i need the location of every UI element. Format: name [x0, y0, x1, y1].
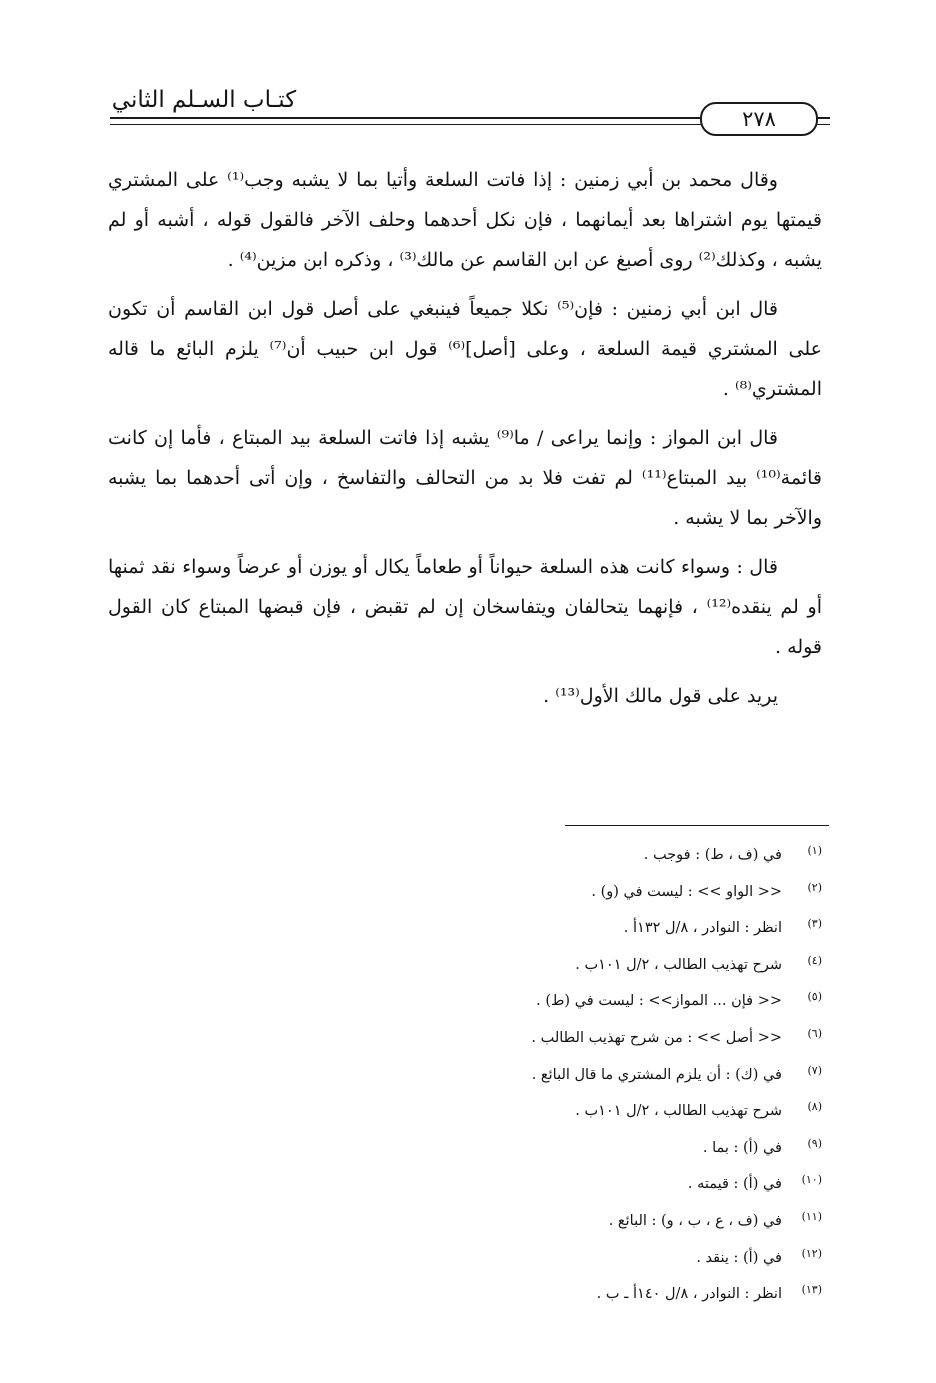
footnote-text: شرح تهذيب الطالب ، ٢/ل ١٠١ب . — [575, 956, 782, 973]
footnote-text: انظر : النوادر ، ٨/ل ١٤٠أ ـ ب . — [596, 1286, 782, 1303]
footnote — [382, 1128, 822, 1165]
footnote — [382, 1201, 822, 1238]
footnote-number: (٧) — [807, 1063, 822, 1077]
footnote-text: انظر : النوادر ، ٨/ل ١٣٢أ . — [623, 920, 782, 937]
paragraph: يريد على قول مالك الأول⁽¹³⁾ . — [543, 685, 778, 707]
footnote — [382, 981, 822, 1018]
page-number: ٢٧٨ — [700, 102, 818, 136]
footnote-text: في (أ) : بما . — [702, 1139, 782, 1156]
footnote-text: في (ف ، ع ، ب ، و) : البائع . — [608, 1212, 782, 1229]
footnote-number: (١٠) — [801, 1173, 822, 1187]
footnote-text: << الواو >> : ليست في (و) . — [591, 883, 782, 900]
footnote — [382, 872, 822, 909]
footnote-text: شرح تهذيب الطالب ، ٢/ل ١٠١ب . — [575, 1103, 782, 1120]
footnote-separator — [565, 825, 829, 826]
footnote — [382, 835, 822, 872]
footnote-number: (١) — [807, 844, 822, 857]
footnote — [382, 1091, 822, 1128]
paragraph: وقال محمد بن أبي زمنين : إذا فاتت السلعة وأتيا بما لا يشبه وجب⁽¹⁾ على المشتري قيمتها يوم اشتراها بعد أيمانهما ، فإن نكل أحدهما وحلف الآخر فالقول قوله ، أشبه أو لم يشبه ، وكذلك⁽²⁾ روى أصبغ عن ابن القاسم عن مالك⁽³⁾ ، وذكره ابن مزين⁽⁴⁾ . — [108, 169, 822, 271]
footnote-number: (١٢) — [801, 1246, 822, 1260]
running-title: كتـاب السـلم الثاني — [111, 87, 297, 113]
footnote — [382, 1238, 822, 1275]
footnote-number: (١٣) — [801, 1283, 822, 1297]
footnote-text: في (ف ، ط) : فوجب . — [643, 847, 782, 863]
footnote — [382, 945, 822, 982]
footnote-text: << أصل >> : من شرح تهذيب الطالب . — [531, 1029, 782, 1046]
paragraph: قال ابن المواز : وإنما يراعى / ما⁽⁹⁾ يشبه إذا فاتت السلعة بيد المبتاع ، فأما إن كانت قائمة⁽¹⁰⁾ بيد المبتاع⁽¹¹⁾ لم تفت فلا بد من التحالف والتفاسخ ، وإن أتى أحدهما بما يشبه والآخر بما لا يشبه . — [108, 427, 822, 529]
footnote — [382, 1055, 822, 1092]
footnote-number: (٦) — [807, 1026, 822, 1040]
footnote-number: (٢) — [807, 880, 822, 894]
footnote-number: (٤) — [807, 953, 822, 967]
body-text — [108, 160, 822, 725]
footnote — [382, 908, 822, 945]
footnote-number: (٣) — [807, 917, 822, 931]
footnote-number: (٥) — [807, 990, 822, 1004]
paragraph: قال ابن أبي زمنين : فإن⁽⁵⁾ نكلا جميعاً فينبغي على أصل قول ابن القاسم أن تكون على المشتري قيمة السلعة ، وعلى [أصل]⁽⁶⁾ قول ابن حبيب أن⁽⁷⁾ يلزم البائع ما قاله المشتري⁽⁸⁾ . — [108, 298, 822, 400]
footnote-text: في (أ) : قيمته . — [687, 1176, 782, 1193]
footnote-text: في (ك) : أن يلزم المشتري ما قال البائع . — [531, 1066, 782, 1083]
paragraph: قال : وسواء كانت هذه السلعة حيواناً أو طعاماً يكال أو يوزن أو عرضاً وسواء نقد ثمنها أو لم ينقده⁽¹²⁾ ، فإنهما يتحالفان ويتفاسخان إن لم تقبض ، فإن قبضها المبتاع كان القول قوله . — [108, 556, 822, 658]
footnote-number: (٩) — [807, 1136, 822, 1150]
footnote — [382, 1274, 822, 1311]
footnotes-list — [382, 835, 822, 1311]
footnote-number: (٨) — [807, 1100, 822, 1114]
footnote-number: (١١) — [801, 1209, 822, 1223]
footnote — [382, 1018, 822, 1055]
footnote-text: << فإن ... المواز>> : ليست في (ط) . — [536, 993, 782, 1010]
footnote — [382, 1164, 822, 1201]
footnote-text: في (أ) : ينقد . — [696, 1249, 782, 1266]
